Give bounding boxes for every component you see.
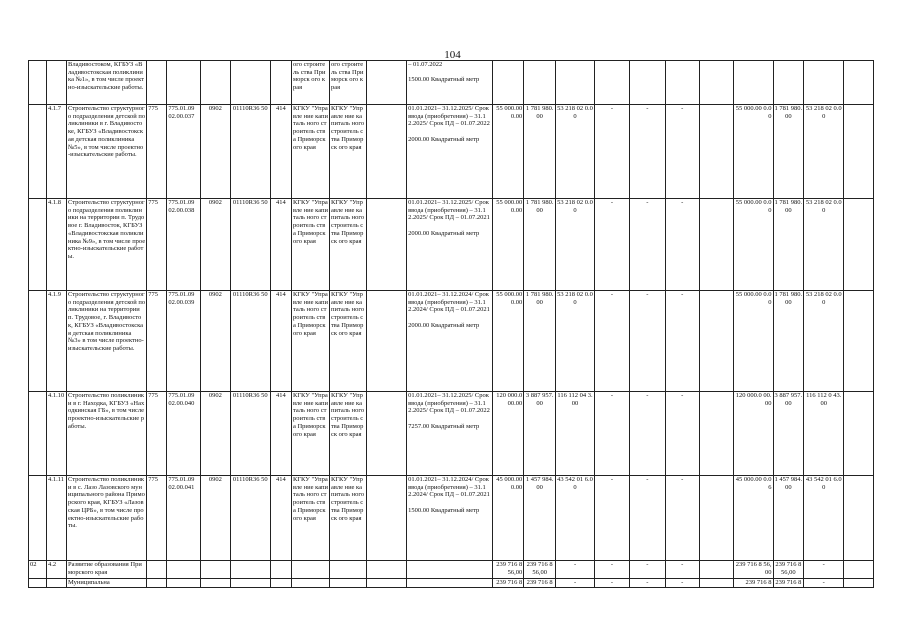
- amount-total: 55 000.00 0.00: [492, 199, 524, 291]
- amount-total: 239 716 8 56,00: [492, 561, 524, 579]
- object-name: Развитие образования Приморского края: [67, 561, 147, 579]
- section-code: 0902: [201, 476, 231, 561]
- amount-total: 45 000.00 0.00: [492, 476, 524, 561]
- target-article-code: 01110R36 50: [230, 392, 270, 476]
- grbs-code: 775: [147, 105, 167, 199]
- executor: ого строитель ства Приморск ого края: [291, 61, 329, 105]
- amount-col-4: -: [595, 291, 630, 392]
- target-article-code: 01110R36 50: [230, 476, 270, 561]
- amount-year-regional: 53 218 02 0.00: [804, 291, 844, 392]
- amount-col-6: -: [665, 561, 699, 579]
- amount-col-5: -: [629, 579, 665, 588]
- row-number: 4.1.7: [46, 105, 66, 199]
- grbs-code: 775: [147, 291, 167, 392]
- amount-federal: 239 716 8 56,00: [524, 561, 556, 579]
- grbs-code: 775: [147, 199, 167, 291]
- target-article-code: 01110R36 50: [230, 291, 270, 392]
- row-number: 4.1.8: [46, 199, 66, 291]
- amount-federal: 239 716 8: [524, 579, 556, 588]
- object-name: Муниципальна: [67, 579, 147, 588]
- table-row: [29, 561, 874, 579]
- amount-year-federal: 1 781 980. 00: [773, 199, 804, 291]
- amount-col-6: -: [665, 476, 699, 561]
- target-article-code: 01110R36 50: [230, 199, 270, 291]
- section-code: 0902: [201, 392, 231, 476]
- customer: ого строитель ства Приморск ого края: [329, 61, 366, 105]
- table-row: [29, 579, 874, 588]
- expense-type-code: 414: [270, 105, 291, 199]
- term-capacity: 01.01.2021– 31.12.2024/ Срок ввода (приобретения) – 31.12.2024/ Срок ПД – 01.07.2021 2000.00 Квадратный метр: [407, 291, 493, 392]
- row-number: 4.1.11: [46, 476, 66, 561]
- row-lead-code: 02: [29, 561, 47, 579]
- amount-federal: 3 887 957. 00: [524, 392, 556, 476]
- amount-year-regional: -: [804, 579, 844, 588]
- rzpr-code: 775.01.09 02.00.038: [167, 199, 201, 291]
- amount-year-regional: 43 542 01 6.00: [804, 476, 844, 561]
- program-table: [28, 60, 874, 588]
- object-name: Владивостоком, КГБУЗ «Владивостокская поликлиника №1», в том числе проектно-изыскательские работы.: [67, 61, 147, 105]
- amount-year-total: 239 716 8: [734, 579, 773, 588]
- expense-type-code: 414: [270, 199, 291, 291]
- term-capacity: – 01.07.2022 1500.00 Квадратный метр: [407, 61, 493, 105]
- customer: КГКУ "Управле ние капиталь ного строитель ства Приморск ого края: [329, 199, 366, 291]
- expense-type-code: 414: [270, 291, 291, 392]
- page-number: 104: [444, 49, 461, 61]
- amount-col-5: -: [629, 291, 665, 392]
- executor: КГКУ "Управле ние капиталь ного строитель ства Приморск ого края: [291, 392, 329, 476]
- amount-year-regional: 53 218 02 0.00: [804, 105, 844, 199]
- amount-total: 120 000.0 00.00: [492, 392, 524, 476]
- executor: КГКУ "Управле ние капиталь ного строитель ства Приморск ого края: [291, 105, 329, 199]
- table-row: [29, 105, 874, 199]
- amount-col-6: -: [665, 105, 699, 199]
- object-name: Строительство поликлиники в г. Находка, КГБУЗ «Находкинская ГБ», в том числе проектно-изыскательские работы.: [67, 392, 147, 476]
- amount-year-regional: 116 112 0 43.00: [804, 392, 844, 476]
- amount-col-4: -: [595, 199, 630, 291]
- amount-total: 239 716 8: [492, 579, 524, 588]
- amount-year-total: 55 000.00 0.00: [734, 199, 773, 291]
- amount-year-total: 55 000.00 0.00: [734, 105, 773, 199]
- rzpr-code: 775.01.09 02.00.040: [167, 392, 201, 476]
- amount-col-4: -: [595, 579, 630, 588]
- grbs-code: 775: [147, 476, 167, 561]
- customer: КГКУ "Управле ние капиталь ного строитель ства Приморск ого края: [329, 392, 366, 476]
- amount-year-federal: 1 457 984. 00: [773, 476, 804, 561]
- amount-col-5: -: [629, 105, 665, 199]
- section-code: 0902: [201, 105, 231, 199]
- amount-regional: 53 218 02 0.00: [555, 291, 594, 392]
- rzpr-code: 775.01.09 02.00.041: [167, 476, 201, 561]
- rzpr-code: 775.01.09 02.00.039: [167, 291, 201, 392]
- amount-year-federal: 239 716 8 56,00: [773, 561, 804, 579]
- amount-year-federal: 3 887 957. 00: [773, 392, 804, 476]
- amount-col-4: -: [595, 105, 630, 199]
- term-capacity: 01.01.2021– 31.12.2024/ Срок ввода (приобретения) – 31.12.2024/ Срок ПД – 01.07.2021 1500.00 Квадратный метр: [407, 476, 493, 561]
- amount-regional: 53 218 02 0.00: [555, 105, 594, 199]
- amount-total: 55 000.00 0.00: [492, 105, 524, 199]
- expense-type-code: 414: [270, 392, 291, 476]
- amount-regional: 43 542 01 6.00: [555, 476, 594, 561]
- section-code: 0902: [201, 291, 231, 392]
- amount-total: 55 000.00 0.00: [492, 291, 524, 392]
- amount-federal: 1 781 980. 00: [524, 199, 556, 291]
- amount-col-5: -: [629, 476, 665, 561]
- table-row: [29, 392, 874, 476]
- customer: КГКУ "Управле ние капиталь ного строитель ства Приморск ого края: [329, 476, 366, 561]
- amount-year-regional: 53 218 02 0.00: [804, 199, 844, 291]
- amount-col-6: -: [665, 392, 699, 476]
- object-name: Строительство структурного подразделения поликлиники на территории п. Трудовое г. Владивосток, КГБУЗ «Владивостокская поликлиника №9», в том числе проектно-изыскательские работы.: [67, 199, 147, 291]
- expense-type-code: 414: [270, 476, 291, 561]
- term-capacity: 01.01.2021– 31.12.2025/ Срок ввода (приобретения) – 31.12.2025/ Срок ПД – 01.07.2022 7257.00 Квадратный метр: [407, 392, 493, 476]
- executor: КГКУ "Управле ние капиталь ного строитель ства Приморск ого края: [291, 199, 329, 291]
- amount-col-6: -: [665, 199, 699, 291]
- amount-federal: 1 781 980. 00: [524, 291, 556, 392]
- executor: КГКУ "Управле ние капиталь ного строитель ства Приморск ого края: [291, 476, 329, 561]
- section-code: 0902: [201, 199, 231, 291]
- amount-regional: -: [555, 561, 594, 579]
- amount-year-total: 120 000.0 00.00: [734, 392, 773, 476]
- table-row: [29, 199, 874, 291]
- rzpr-code: 775.01.09 02.00.037: [167, 105, 201, 199]
- customer: КГКУ "Управле ние капиталь ного строитель ства Приморск ого края: [329, 105, 366, 199]
- amount-year-federal: 239 716 8: [773, 579, 804, 588]
- table-row: [29, 476, 874, 561]
- amount-year-total: 55 000.00 0.00: [734, 291, 773, 392]
- row-number: 4.1.10: [46, 392, 66, 476]
- amount-regional: 53 218 02 0.00: [555, 199, 594, 291]
- amount-federal: 1 781 980. 00: [524, 105, 556, 199]
- object-name: Строительство структурного подразделения детской поликлиники на территории п. Трудовое, г. Владивосток, КГБУЗ «Владивостокская детская поликлиника №3» в том числе проектно-изыскательские работы.: [67, 291, 147, 392]
- table-row: [29, 291, 874, 392]
- amount-regional: 116 112 04 3.00: [555, 392, 594, 476]
- amount-federal: 1 457 984. 00: [524, 476, 556, 561]
- term-capacity: 01.01.2021– 31.12.2025/ Срок ввода (приобретения) – 31.12.2025/ Срок ПД – 01.07.2021 2000.00 Квадратный метр: [407, 199, 493, 291]
- amount-col-6: -: [665, 579, 699, 588]
- grbs-code: 775: [147, 392, 167, 476]
- amount-col-5: -: [629, 199, 665, 291]
- row-number: 4.1.9: [46, 291, 66, 392]
- customer: КГКУ "Управле ние капиталь ного строитель ства Приморск ого края: [329, 291, 366, 392]
- amount-col-4: -: [595, 392, 630, 476]
- amount-col-5: -: [629, 561, 665, 579]
- amount-year-total: 239 716 8 56,00: [734, 561, 773, 579]
- target-article-code: 01110R36 50: [230, 105, 270, 199]
- amount-col-4: -: [595, 561, 630, 579]
- object-name: Строительство поликлиники в с. Лазо Лазовского муниципального района Приморского края, КГБУЗ «Лазовская ЦРБ», в том числе проектно-изыскательские работы.: [67, 476, 147, 561]
- amount-year-federal: 1 781 980. 00: [773, 105, 804, 199]
- amount-year-total: 45 000.00 0.06: [734, 476, 773, 561]
- executor: КГКУ "Управле ние капиталь ного строитель ства Приморск ого края: [291, 291, 329, 392]
- amount-year-regional: -: [804, 561, 844, 579]
- row-number: 4.2: [46, 561, 66, 579]
- object-name: Строительство структурного подразделения детской поликлиники в г. Владивостоке, КГБУЗ «Владивостокская детская поликлиника №5», в том числе проектно-изыскательские работы.: [67, 105, 147, 199]
- amount-col-6: -: [665, 291, 699, 392]
- amount-col-4: -: [595, 476, 630, 561]
- table-row: [29, 61, 874, 105]
- amount-col-5: -: [629, 392, 665, 476]
- amount-year-federal: 1 781 980. 00: [773, 291, 804, 392]
- term-capacity: 01.01.2021– 31.12.2025/ Срок ввода (приобретения) – 31.12.2025/ Срок ПД – 01.07.2022 2000.00 Квадратный метр: [407, 105, 493, 199]
- amount-regional: -: [555, 579, 594, 588]
